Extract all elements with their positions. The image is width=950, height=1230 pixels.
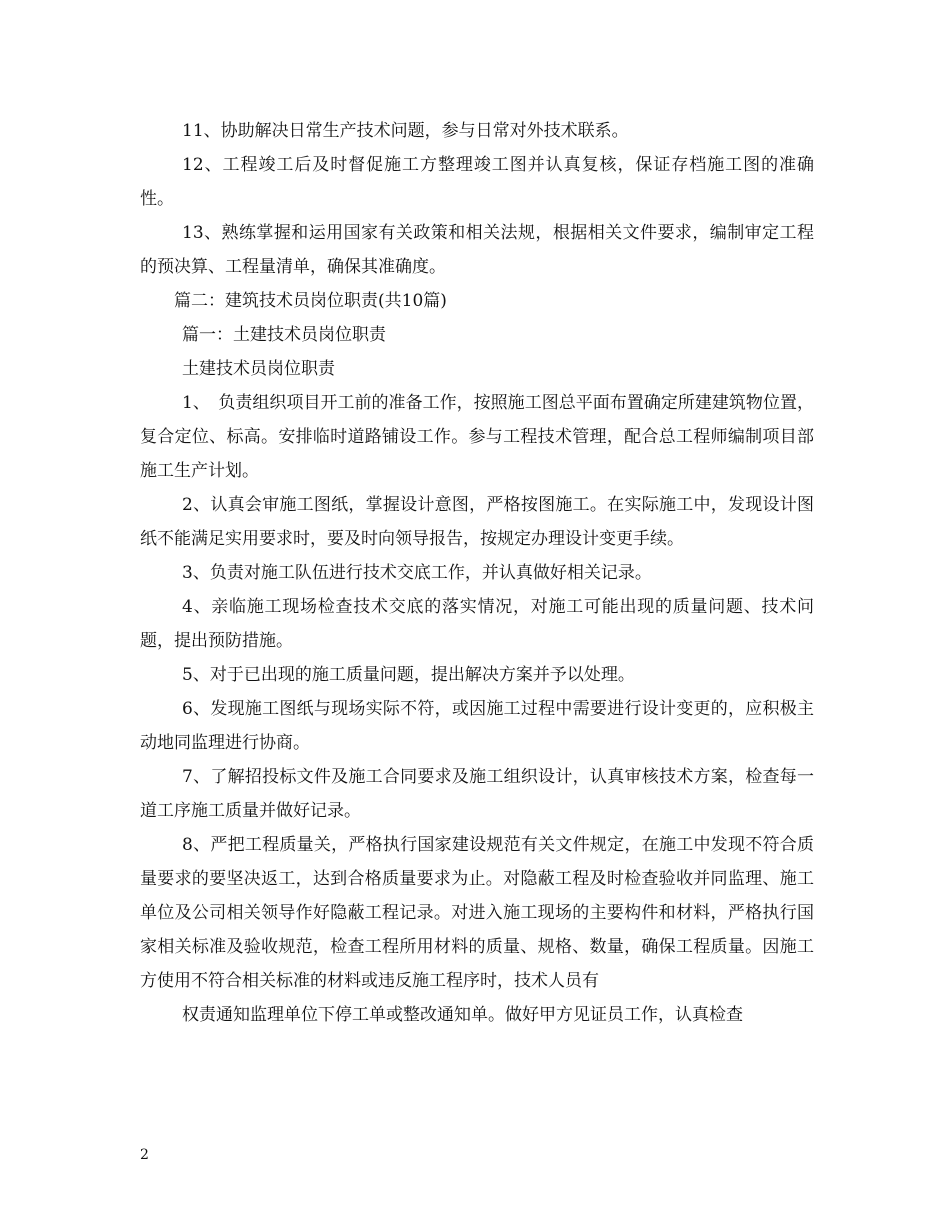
document-title: 土建技术员岗位职责 [182, 359, 335, 379]
paragraph-duty-5: 5、对于已出现的施工质量问题，提出解决方案并予以处理。 [182, 665, 635, 685]
paragraph-duty-6: 6、发现施工图纸与现场实际不符，或因施工过程中需要进行设计变更的，应积极主动地同监理进行协商。 [140, 699, 814, 753]
section-heading-part-two: 篇二：建筑技术员岗位职责(共10篇) [174, 291, 447, 311]
paragraph-duty-2: 2、认真会审施工图纸，掌握设计意图，严格按图施工。在实际施工中，发现设计图纸不能满足实用要求时，要及时向领导报告，按规定办理设计变更手续。 [140, 495, 814, 549]
paragraph-item-12: 12、工程竣工后及时督促施工方整理竣工图并认真复核，保证存档施工图的准确性。 [140, 155, 814, 209]
paragraph-item-11: 11、协助解决日常生产技术问题，参与日常对外技术联系。 [182, 121, 629, 141]
paragraph-continuation: 权责通知监理单位下停工单或整改通知单。做好甲方见证员工作，认真检查 [182, 1005, 743, 1025]
paragraph-duty-4: 4、亲临施工现场检查技术交底的落实情况，对施工可能出现的质量问题、技术问题，提出预防措施。 [140, 597, 814, 651]
paragraph-item-13: 13、熟练掌握和运用国家有关政策和相关法规，根据相关文件要求，编制审定工程的预决算、工程量清单，确保其准确度。 [140, 223, 814, 277]
document-body [140, 114, 814, 1032]
paragraph-duty-8: 8、严把工程质量关，严格执行国家建设规范有关文件规定，在施工中发现不符合质量要求的要坚决返工，达到合格质量要求为止。对隐蔽工程及时检查验收并同监理、施工单位及公司相关领导作好隐蔽工程记录。对进入施工现场的主要构件和材料，严格执行国家相关标准及验收规范，检查工程所用材料的质量、规格、数量，确保工程质量。因施工方使用不符合相关标准的材料或违反施工程序时，技术人员有 [140, 835, 814, 991]
paragraph-duty-7: 7、了解招投标文件及施工合同要求及施工组织设计，认真审核技术方案，检查每一道工序施工质量并做好记录。 [140, 767, 814, 821]
subsection-heading-part-one: 篇一：土建技术员岗位职责 [182, 325, 386, 345]
page-number: 2 [140, 1147, 149, 1163]
paragraph-duty-1: 1、 负责组织项目开工前的准备工作，按照施工图总平面布置确定所建建筑物位置，复合定位、标高。安排临时道路铺设工作。参与工程技术管理，配合总工程师编制项目部施工生产计划。 [140, 393, 814, 481]
paragraph-duty-3: 3、负责对施工队伍进行技术交底工作，并认真做好相关记录。 [182, 563, 652, 583]
